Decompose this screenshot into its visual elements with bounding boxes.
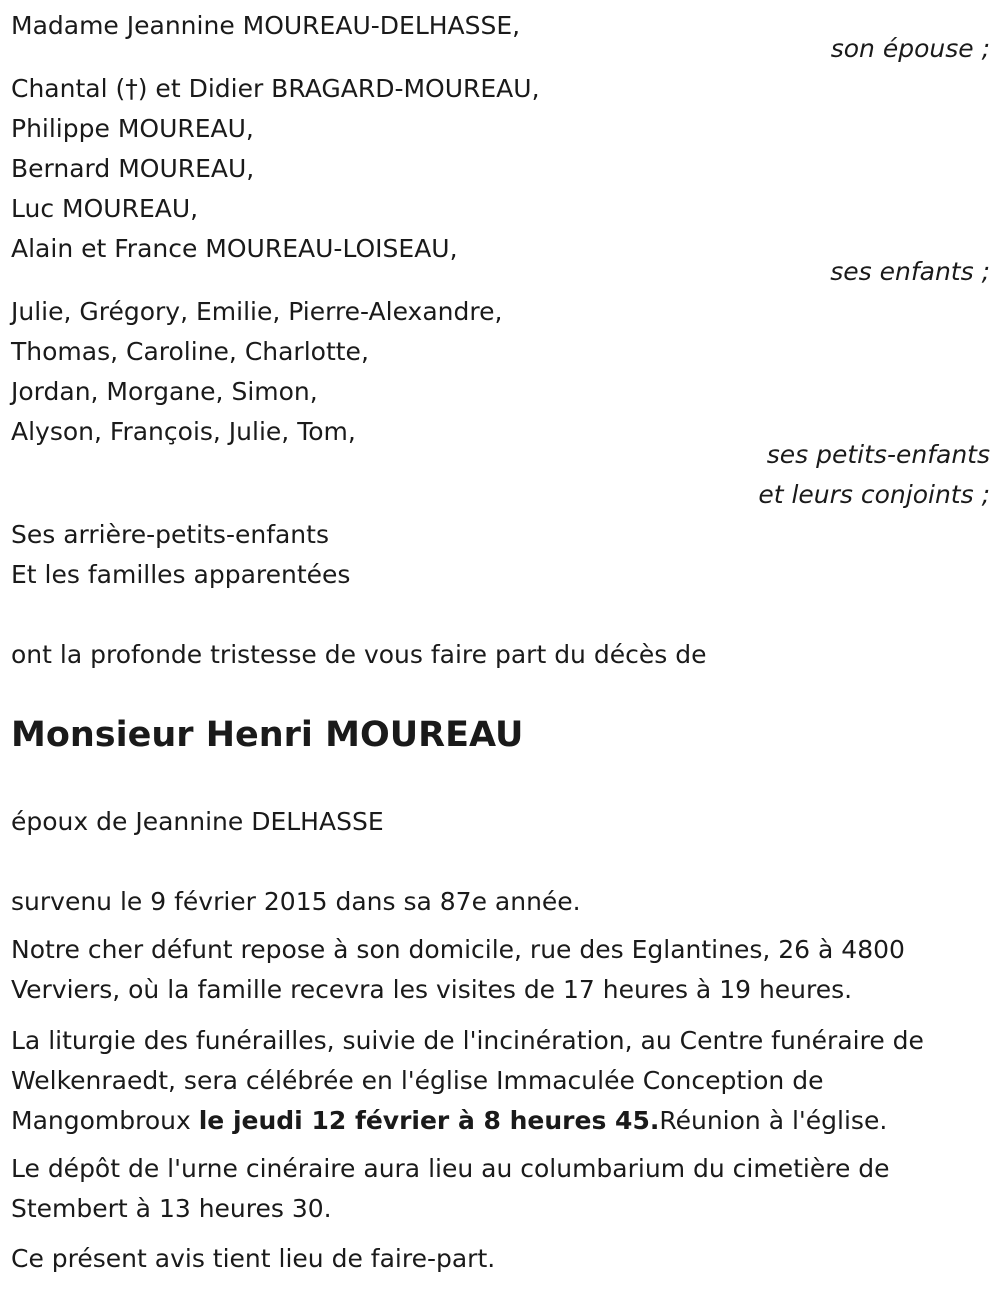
repose-paragraph: Notre cher défunt repose à son domicile, rue des Eglantines, 26 à 4800 Verviers, où la famille recevra les visites de 17 heures à 19 heures. [11,935,905,1004]
grandchildren-section [11,292,986,452]
liturgy-paragraph [11,1021,991,1141]
deceased-spouse: époux de Jeannine DELHASSE [11,807,384,836]
grandchildren-role-line1: ses petits-enfants [766,440,990,469]
child-line: Philippe MOUREAU, [11,114,254,143]
spouse-role: son épouse ; [830,34,990,63]
spouse-name: Madame Jeannine MOUREAU-DELHASSE, [11,11,521,40]
children-role: ses enfants ; [830,257,990,286]
grandchildren-role [0,435,990,515]
notice-line: Ce présent avis tient lieu de faire-part. [11,1244,496,1273]
liturgy-text: La liturgie des funérailles, suivie de l'incinération, au Centre funéraire de Welkenraedt, sera célébrée en l'église Immaculée Conception de Mangombroux [11,1026,924,1135]
urn-paragraph: Le dépôt de l'urne cinéraire aura lieu au columbarium du cimetière de Stembert à 13 heures 30. [11,1154,890,1223]
child-line: Chantal (†) et Didier BRAGARD-MOUREAU, [11,74,540,103]
deceased-name: Monsieur Henri MOUREAU [11,715,524,755]
child-line: Bernard MOUREAU, [11,154,255,183]
death-date: survenu le 9 février 2015 dans sa 87e année. [11,887,581,916]
child-line: Alain et France MOUREAU-LOISEAU, [11,234,458,263]
grandchild-line: Julie, Grégory, Emilie, Pierre-Alexandre, [11,297,503,326]
families-line: Et les familles apparentées [11,560,351,589]
liturgy-meeting: Réunion à l'église. [659,1106,888,1135]
announcement: ont la profonde tristesse de vous faire part du décès de [11,640,707,669]
grandchild-line: Jordan, Morgane, Simon, [11,377,318,406]
child-line: Luc MOUREAU, [11,194,199,223]
liturgy-date: le jeudi 12 février à 8 heures 45. [198,1106,660,1135]
great-grandchildren-line: Ses arrière-petits-enfants [11,520,329,549]
grandchild-line: Thomas, Caroline, Charlotte, [11,337,369,366]
grandchild-line: Alyson, François, Julie, Tom, [11,417,356,446]
grandchildren-role-line2: et leurs conjoints ; [758,480,990,509]
children-section [11,69,986,269]
others-section [11,515,986,595]
